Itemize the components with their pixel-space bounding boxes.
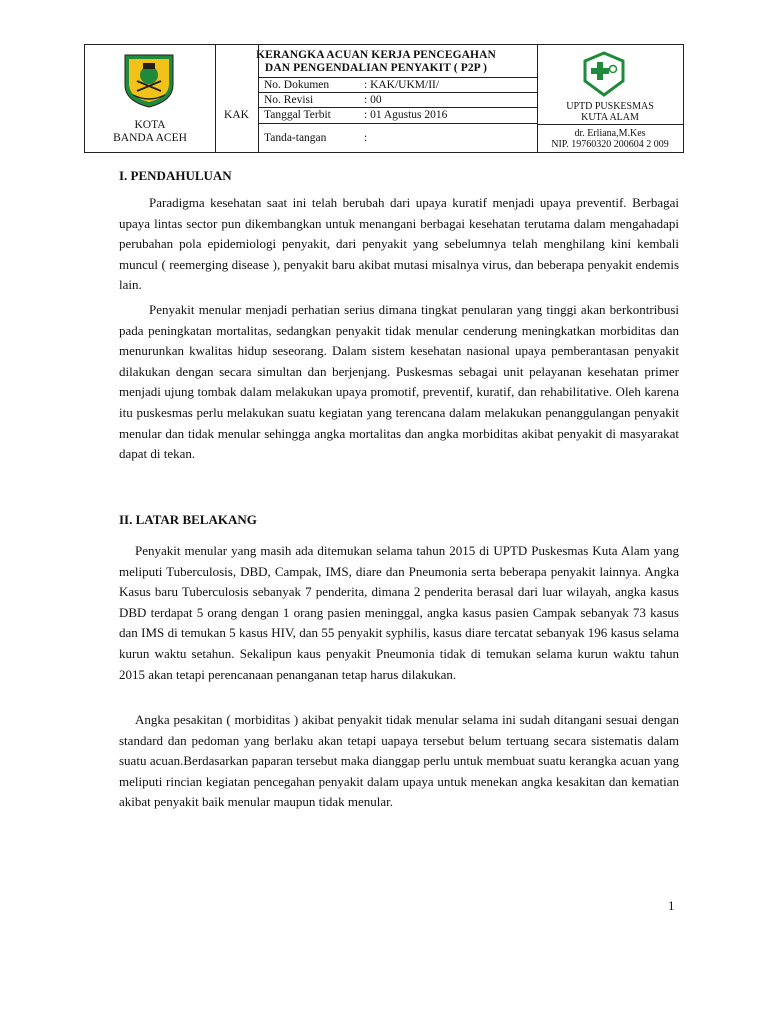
- paragraph: [119, 710, 679, 813]
- city-name-label: BANDA ACEH: [113, 132, 187, 144]
- doc-number-value: : KAK/UKM/II/: [364, 79, 440, 91]
- section-title-background: II. LATAR BELAKANG: [119, 512, 257, 527]
- document-title-line2: DAN PENGENDALIAN PENYAKIT ( P2P ): [264, 62, 488, 74]
- kak-label: KAK: [224, 109, 249, 121]
- page-number: 1: [668, 898, 675, 913]
- paragraph-text: Paradigma kesehatan saat ini telah berubah dari upaya kuratif menjadi upaya preventif. Berbagai upaya lintas sector pun dikembangkan untuk menangani berbagai kesehatan terutama dalam mengahadapi perubahan pola epidemiologi penyakit, dari penyakit yang sebelumnya telah menghilang kini kembali muncul ( reemerging disease ), penyakit baru akibat mutasi misalnya virus, dan beberapa penyakit endemis lain.: [119, 195, 679, 293]
- divider: [258, 107, 537, 108]
- paragraph: [119, 300, 679, 465]
- organization-unit: KUTA ALAM: [581, 112, 639, 123]
- paragraph-text: Angka pesakitan ( morbiditas ) akibat penyakit tidak menular selama ini sudah ditangani sesuai dengan standard dan pedoman yang berlaku akan tetapi uapaya tersebut belum tertuang secara sistematis dalam suatu acuan.Berdasarkan paparan tersebut maka dianggap perlu untuk membuat suatu kerangka acuan yang meliputi rincian kegiatan pencegahan penyakit dalam upaya untuk menekan angka kesakitan dan kematian akibat penyakit baik menular maupun tidak menular.: [119, 712, 679, 810]
- officer-name: dr. Erliana,M.Kes: [574, 128, 646, 139]
- organization-name: UPTD PUSKESMAS: [566, 101, 654, 112]
- signature-label: Tanda-tangan: [264, 132, 327, 144]
- issue-date-value: : 01 Agustus 2016: [364, 109, 448, 121]
- issue-date-label: Tanggal Terbit: [264, 109, 331, 121]
- divider: [258, 123, 537, 124]
- banda-aceh-emblem-logo: [119, 51, 179, 109]
- doc-number-label: No. Dokumen: [264, 79, 330, 91]
- paragraph-text: Penyakit menular menjadi perhatian serius dimana tingkat penularan yang tinggi akan berkontribusi pada peningkatan mortalitas, sedangkan penyakit tidak menular cenderung meningkatkan morbiditas dan menurunkan kwalitas hidup seseorang. Dalam sistem kesehatan nasional upaya pemberantasan penyakit dilakukan dengan secara simultan dan berjenjang. Puskesmas sebagai unit pelayanan kesehatan primer menjadi ujung tombak dalam melakukan upaya promotif, preventif, kuratif, dan rehabilitative. Oleh karena itu puskesmas perlu melakukan suatu kegiatan yang terencana dalam melakukan penanggulangan penyakit menular dan tidak menular sehingga angka mortalitas dan angka morbiditas akibat penyakit di masyarakat dapat di tekan.: [119, 302, 679, 462]
- city-label: KOTA: [134, 119, 166, 131]
- paragraph-text: Penyakit menular yang masih ada ditemukan selama tahun 2015 di UPTD Puskesmas Kuta Alam yang meliputi Tuberculosis, DBD, Campak, IMS, diare dan Pneumonia serta beberapa penyakit lainnya. Angka Kasus baru Tuberculosis sebanyak 7 penderita, dimana 2 penderita berasal dari luar wilayah, angka kasus DBD terdapat 5 orang dengan 1 orang pasien meninggal, angka kasus pasien Campak sebanyak 73 kasus dan IMS di temukan 5 kasus HIV, dan 55 penyakit syphilis, kasus diare tercatat sebanyak 196 kasus selama kurun waktu setahun. Sekalipun kaus penyakit Pneumonia tidak di temukan selama kurun waktu tahun 2015 akan tetapi perencanaan penanganan tetap harus dilakukan.: [119, 543, 679, 682]
- paragraph: [119, 541, 679, 685]
- paragraph: [119, 193, 679, 296]
- officer-nip: NIP. 19760320 200604 2 009: [551, 139, 669, 150]
- revision-value: : 00: [364, 94, 382, 106]
- document-title-line1: KERANGKA ACUAN KERJA PENCEGAHAN: [256, 49, 496, 61]
- revision-label: No. Revisi: [264, 94, 314, 106]
- section-title-introduction: I. PENDAHULUAN: [119, 168, 232, 183]
- document-header-table: [84, 44, 684, 153]
- puskesmas-logo: [581, 51, 627, 97]
- divider: [258, 77, 537, 78]
- divider: [258, 92, 537, 93]
- divider: [537, 124, 683, 125]
- signature-value: :: [364, 132, 368, 144]
